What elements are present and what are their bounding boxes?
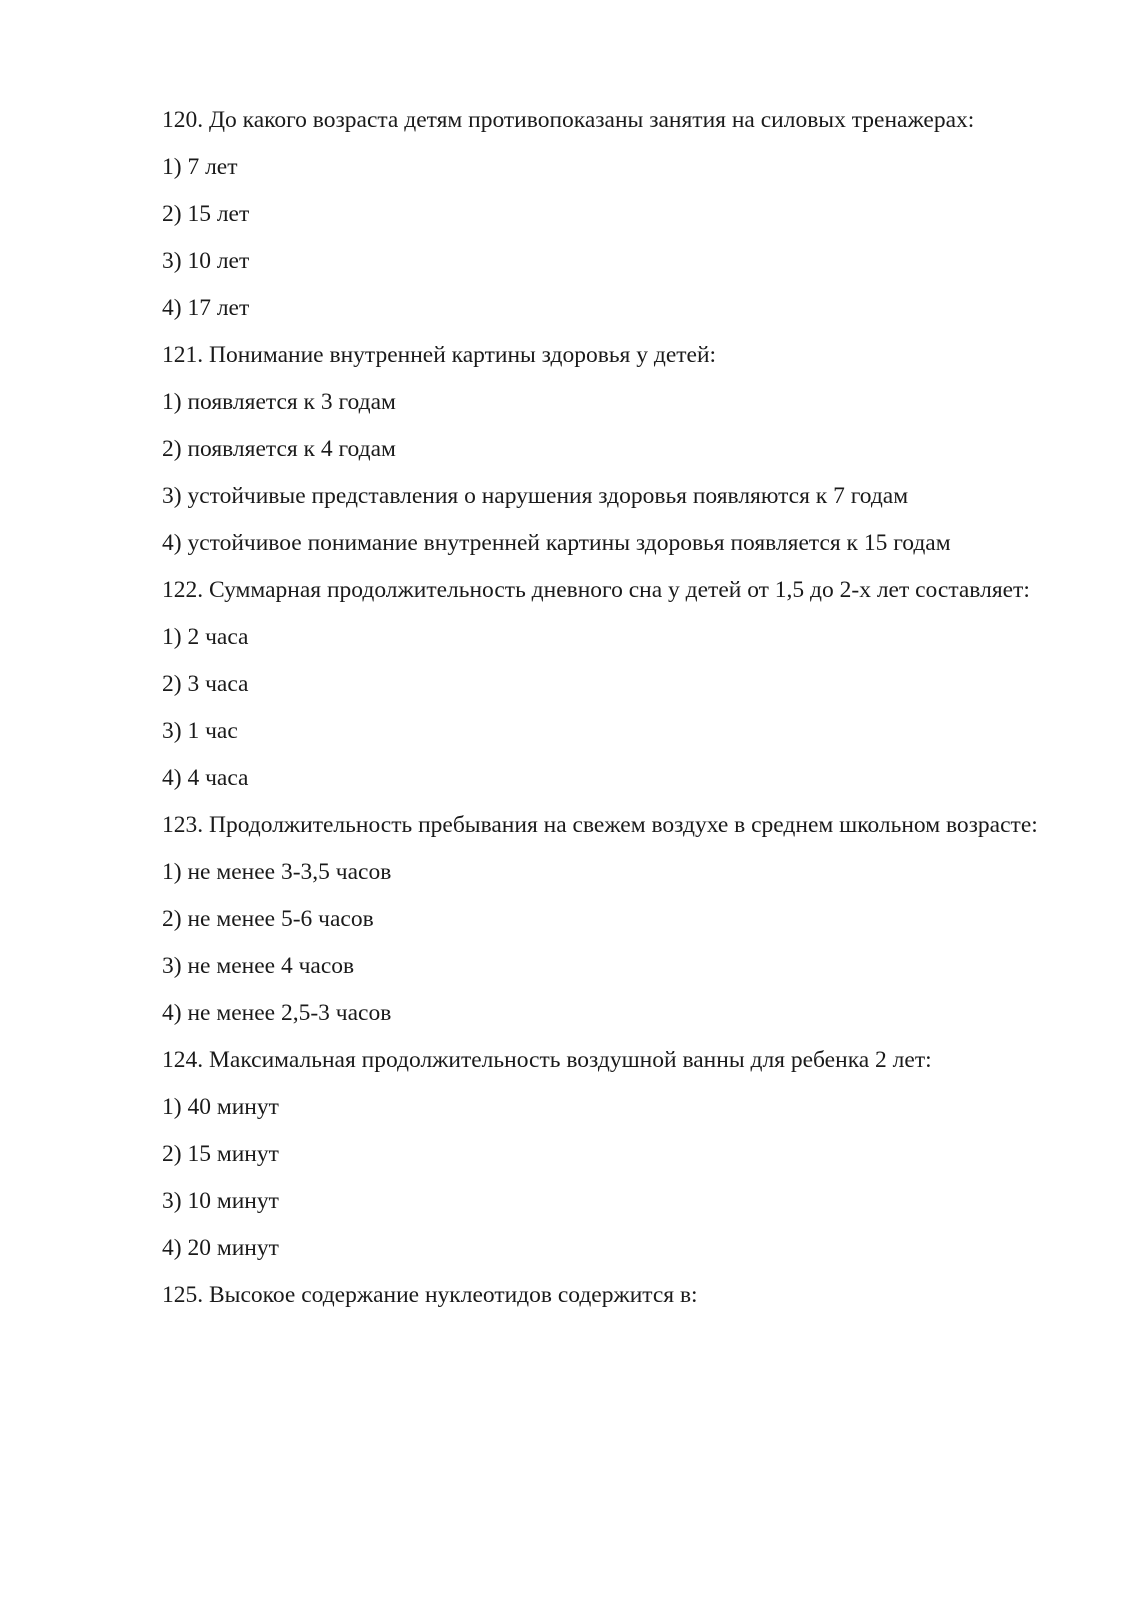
question-122: 122. Суммарная продолжительность дневного сна у детей от 1,5 до 2-х лет составляет:	[162, 577, 1030, 603]
answer-option: 1) 40 минут	[162, 1094, 279, 1120]
answer-option: 3) 1 час	[162, 718, 238, 744]
answer-option: 3) устойчивые представления о нарушения здоровья появляются к 7 годам	[162, 483, 909, 509]
question-123: 123. Продолжительность пребывания на свежем воздухе в среднем школьном возрасте:	[162, 812, 1038, 838]
answer-option: 4) 4 часа	[162, 765, 249, 791]
answer-option: 2) 3 часа	[162, 671, 249, 697]
answer-option: 3) не менее 4 часов	[162, 953, 355, 979]
question-block-123	[162, 809, 1067, 1029]
answer-option: 1) не менее 3-3,5 часов	[162, 859, 392, 885]
document-page	[162, 104, 1067, 1326]
answer-option: 4) 20 минут	[162, 1235, 279, 1261]
question-block-120	[162, 104, 1067, 324]
answer-option: 4) 17 лет	[162, 295, 250, 321]
question-124: 124. Максимальная продолжительность воздушной ванны для ребенка 2 лет:	[162, 1047, 932, 1073]
question-block-121	[162, 339, 1067, 559]
question-block-124	[162, 1044, 1067, 1264]
answer-option: 2) появляется к 4 годам	[162, 436, 396, 462]
answer-option: 3) 10 лет	[162, 248, 250, 274]
question-block-122	[162, 574, 1067, 794]
answer-option: 2) не менее 5-6 часов	[162, 906, 374, 932]
question-120: 120. До какого возраста детям противопоказаны занятия на силовых тренажерах:	[162, 107, 975, 133]
answer-option: 4) не менее 2,5-3 часов	[162, 1000, 392, 1026]
answer-option: 1) 7 лет	[162, 154, 238, 180]
answer-option: 3) 10 минут	[162, 1188, 279, 1214]
question-121: 121. Понимание внутренней картины здоровья у детей:	[162, 342, 717, 368]
answer-option: 1) появляется к 3 годам	[162, 389, 396, 415]
answer-option: 1) 2 часа	[162, 624, 249, 650]
answer-option: 2) 15 лет	[162, 201, 250, 227]
answer-option: 4) устойчивое понимание внутренней картины здоровья появляется к 15 годам	[162, 530, 951, 556]
question-block-125	[162, 1279, 1067, 1311]
answer-option: 2) 15 минут	[162, 1141, 279, 1167]
question-125: 125. Высокое содержание нуклеотидов содержится в:	[162, 1282, 698, 1308]
